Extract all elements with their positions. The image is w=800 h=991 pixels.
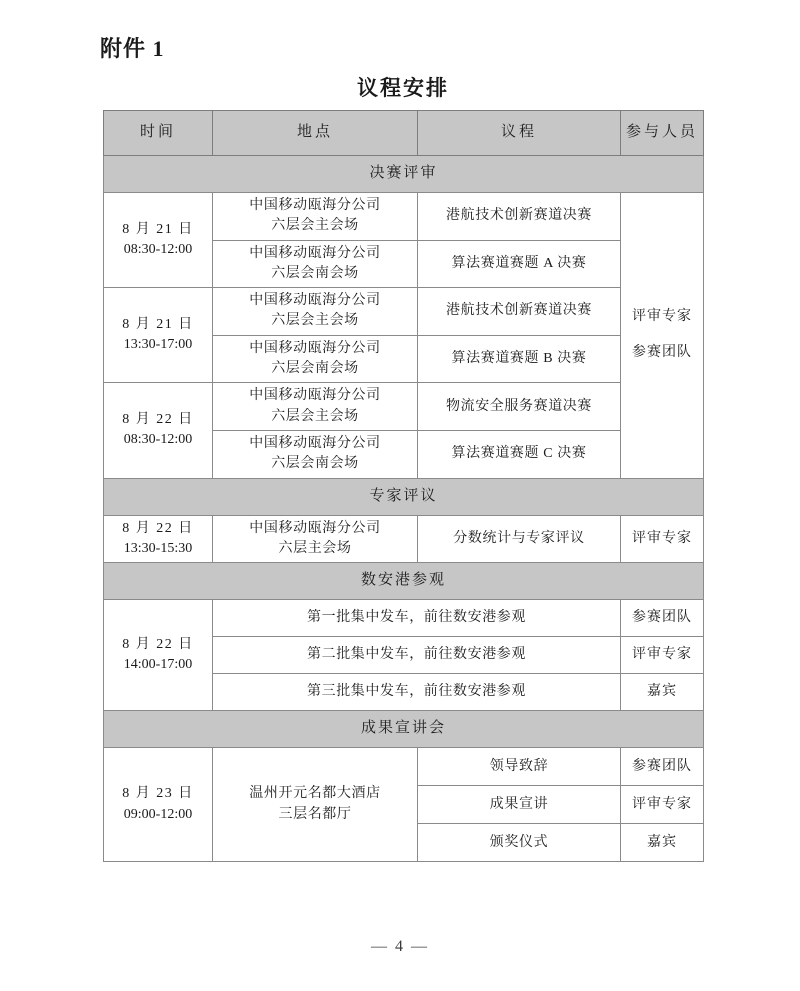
table-row: [104, 748, 704, 786]
time-date: 8 月 21 日: [122, 221, 194, 237]
time-range: 13:30-15:30: [123, 540, 193, 556]
place-line: 六层会南会场: [271, 361, 359, 377]
table-row: [104, 288, 704, 336]
page-title: 议程安排: [357, 76, 449, 100]
agenda-item-cell: 第一批集中发车，前往数安港参观: [213, 600, 621, 637]
place-line: 中国移动瓯海分公司: [249, 520, 381, 536]
section-header-expert-review: 专家评议: [104, 478, 704, 515]
time-cell: [104, 193, 213, 288]
section-header-row: [104, 478, 704, 515]
section-header-finals: 决赛评审: [104, 156, 704, 193]
participants-cell: 参赛团队: [621, 748, 704, 786]
column-header-people: 参与人员: [621, 111, 704, 156]
time-cell: [104, 748, 213, 862]
agenda-item-cell: 算法赛道赛题 C 决赛: [418, 430, 621, 478]
time-date: 8 月 22 日: [122, 520, 194, 536]
agenda-table: [103, 110, 704, 862]
time-range: 08:30-12:00: [123, 432, 193, 448]
place-line: 温州开元名都大酒店: [249, 786, 381, 802]
table-row: [104, 600, 704, 637]
column-header-time: 时间: [104, 111, 213, 156]
place-line: 中国移动瓯海分公司: [249, 388, 381, 404]
agenda-table-container: [103, 110, 703, 862]
table-header-row: [104, 111, 704, 156]
place-cell: [213, 748, 418, 862]
place-cell: [213, 430, 418, 478]
place-cell: [213, 515, 418, 563]
participants-cell: 评审专家: [621, 637, 704, 674]
participants-cell: 评审专家: [621, 786, 704, 824]
time-date: 8 月 21 日: [122, 316, 194, 332]
time-date: 8 月 23 日: [122, 786, 194, 802]
agenda-item-cell: 分数统计与专家评议: [418, 515, 621, 563]
column-header-place: 地点: [213, 111, 418, 156]
agenda-item-cell: 算法赛道赛题 A 决赛: [418, 240, 621, 288]
agenda-item-cell: 颁奖仪式: [418, 824, 621, 862]
time-range: 08:30-12:00: [123, 242, 193, 258]
section-header-row: [104, 711, 704, 748]
participants-cell: 评审专家: [621, 515, 704, 563]
place-line: 六层会主会场: [271, 313, 359, 329]
time-cell: [104, 600, 213, 711]
participants-cell: 嘉宾: [621, 674, 704, 711]
table-row: [104, 193, 704, 241]
table-row: [104, 515, 704, 563]
section-header-site-visit: 数安港参观: [104, 563, 704, 600]
place-cell: [213, 193, 418, 241]
table-row: [104, 383, 704, 431]
time-range: 13:30-17:00: [123, 337, 193, 353]
agenda-item-cell: 第三批集中发车，前往数安港参观: [213, 674, 621, 711]
place-cell: [213, 383, 418, 431]
place-line: 六层主会场: [278, 540, 352, 556]
participant-label: 参赛团队: [632, 345, 692, 361]
place-cell: [213, 240, 418, 288]
agenda-item-cell: 第二批集中发车，前往数安港参观: [213, 637, 621, 674]
place-line: 六层会主会场: [271, 408, 359, 424]
place-cell: [213, 335, 418, 383]
time-range: 09:00-12:00: [123, 806, 193, 822]
section-header-row: [104, 156, 704, 193]
place-line: 六层会南会场: [271, 456, 359, 472]
place-line: 六层会南会场: [271, 265, 359, 281]
place-line: 中国移动瓯海分公司: [249, 198, 381, 213]
agenda-item-cell: 算法赛道赛题 B 决赛: [418, 335, 621, 383]
attachment-label: 附件 1: [100, 36, 165, 61]
agenda-item-cell: 领导致辞: [418, 748, 621, 786]
time-date: 8 月 22 日: [122, 412, 194, 428]
participants-cell: 参赛团队: [621, 600, 704, 637]
time-cell: [104, 515, 213, 563]
time-range: 14:00-17:00: [123, 657, 193, 673]
participants-cell: [621, 193, 704, 479]
time-date: 8 月 22 日: [122, 636, 194, 652]
time-cell: [104, 288, 213, 383]
place-line: 中国移动瓯海分公司: [249, 245, 381, 261]
participants-cell: 嘉宾: [621, 824, 704, 862]
agenda-item-cell: 港航技术创新赛道决赛: [418, 288, 621, 336]
section-header-closing-ceremony: 成果宣讲会: [104, 711, 704, 748]
agenda-item-cell: 港航技术创新赛道决赛: [418, 193, 621, 241]
agenda-item-cell: 成果宣讲: [418, 786, 621, 824]
section-header-row: [104, 563, 704, 600]
participant-label: 评审专家: [632, 308, 692, 324]
place-line: 中国移动瓯海分公司: [249, 435, 381, 451]
place-line: 中国移动瓯海分公司: [249, 293, 381, 309]
page-footer: [0, 938, 800, 956]
time-cell: [104, 383, 213, 478]
agenda-item-cell: 物流安全服务赛道决赛: [418, 383, 621, 431]
place-line: 六层会主会场: [271, 218, 359, 234]
place-cell: [213, 288, 418, 336]
place-line: 三层名都厅: [278, 806, 352, 822]
page-number: — 4 —: [371, 938, 429, 955]
column-header-item: 议程: [418, 111, 621, 156]
place-line: 中国移动瓯海分公司: [249, 340, 381, 356]
